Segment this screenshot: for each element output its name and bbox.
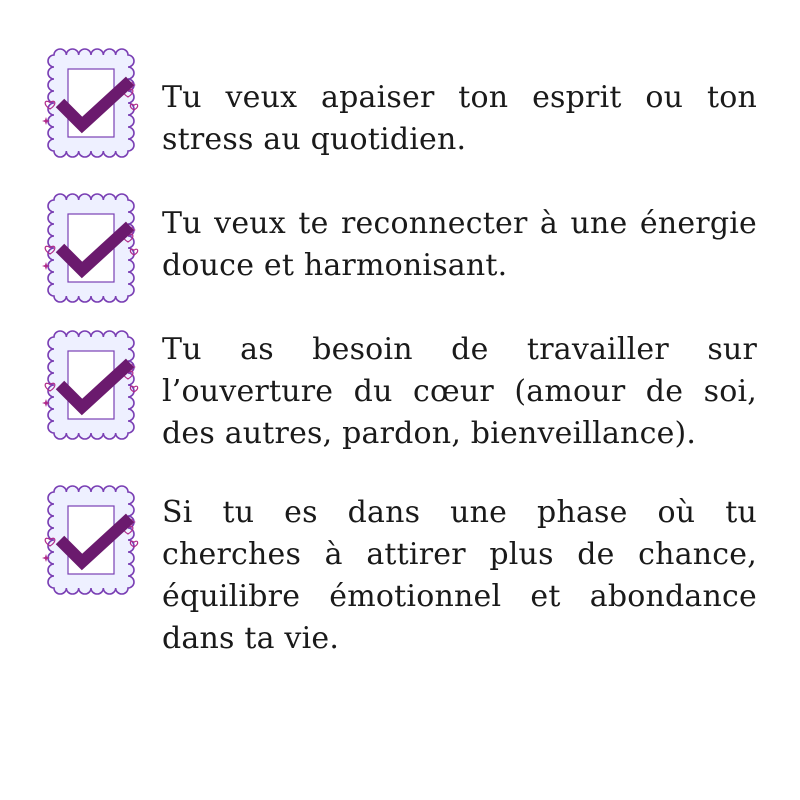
checkbox-checked-icon [40,190,140,308]
cloud-frame-checkbox-icon [40,45,140,163]
checkbox-checked-icon [40,482,140,600]
checklist-item-text: Tu veux apaiser ton esprit ou ton stress au quotidien. [162,80,757,157]
cloud-frame-checkbox-icon [40,482,140,600]
checklist-item-text: Tu as besoin de travailler sur l’ouverture du cœur (amour de soi, des autres, pardon, bienveillance). [162,332,757,451]
cloud-frame-checkbox-icon [40,190,140,308]
checklist-item-text: Tu veux te reconnecter à une énergie douce et harmonisant. [162,206,757,283]
checkbox-checked-icon [40,45,140,163]
cloud-frame-checkbox-icon [40,327,140,445]
checkbox-checked-icon [40,327,140,445]
checklist-item-text: Si tu es dans une phase où tu cherches à attirer plus de chance, équilibre émotionnel et abondance dans ta vie. [162,495,757,656]
